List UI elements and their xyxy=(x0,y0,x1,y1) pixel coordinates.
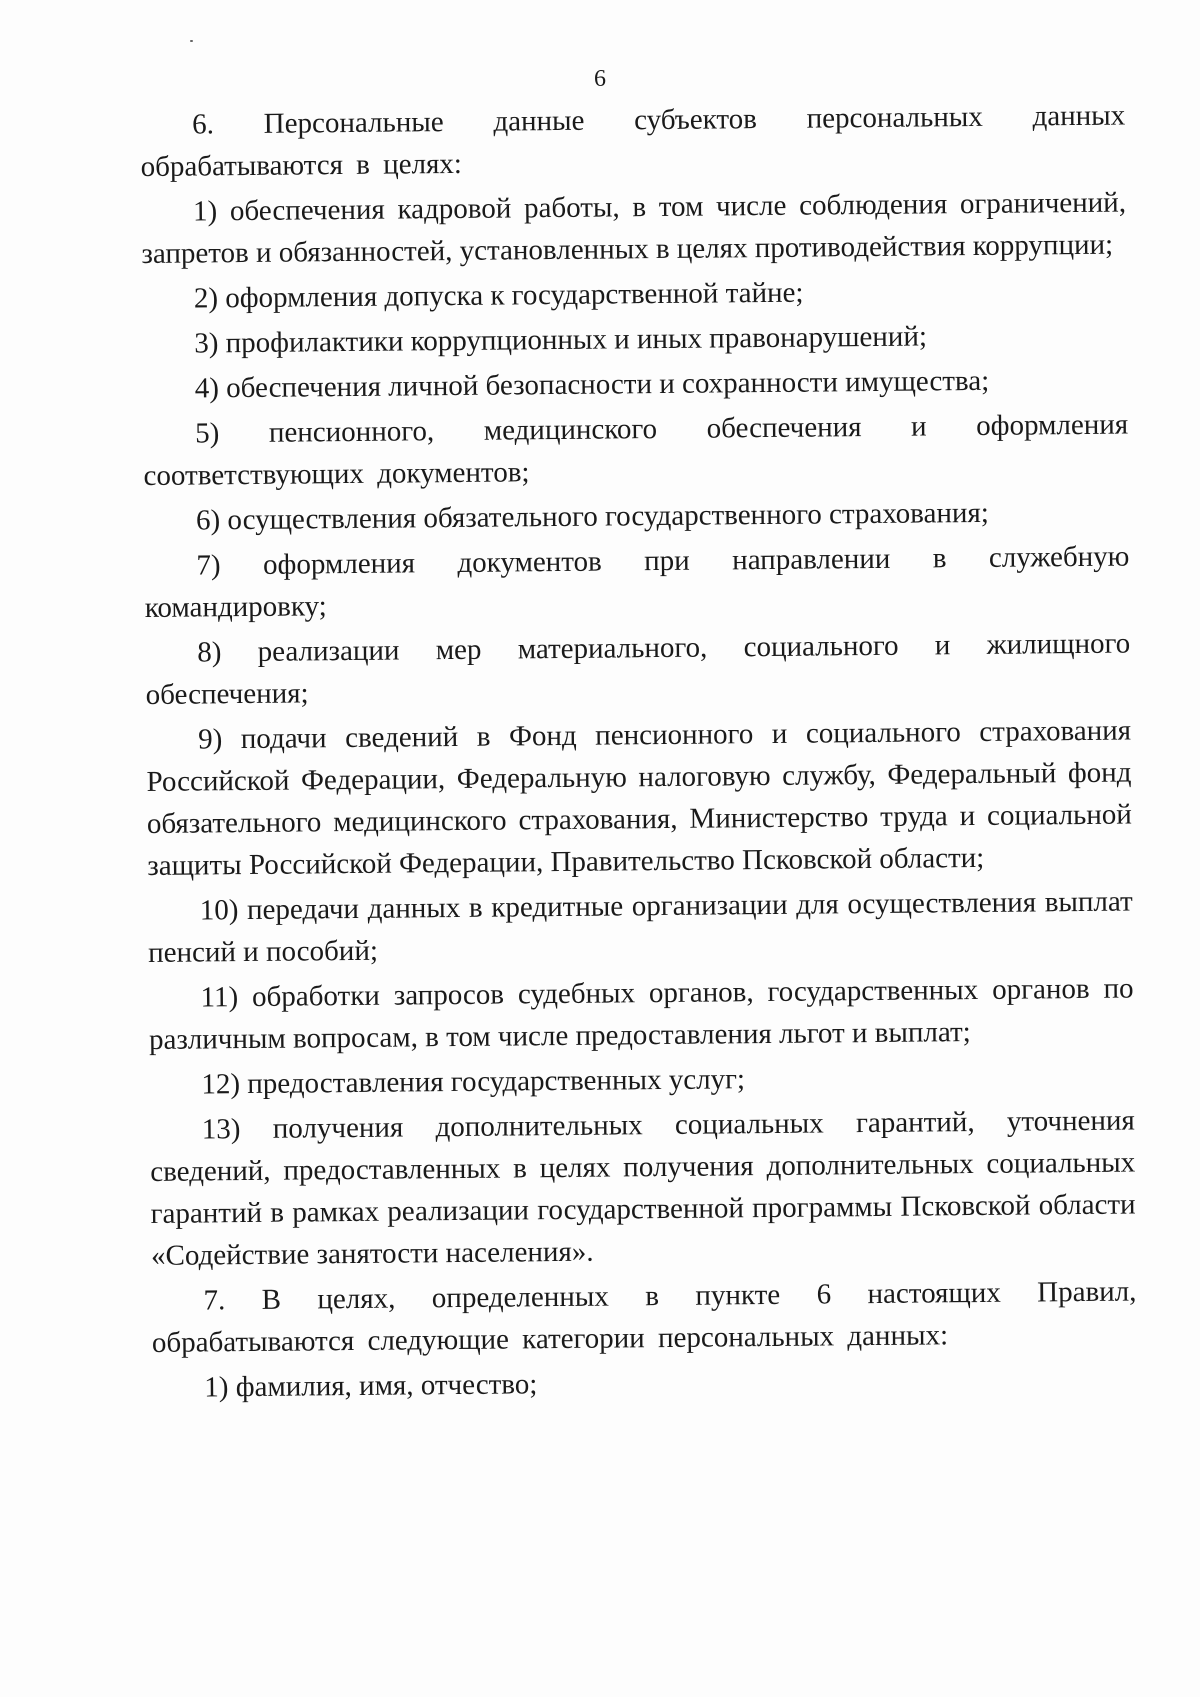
list-item-6-1: 1) обеспечения кадровой работы, в том числе соблюдения ограничений, запретов и обязанностей, установленных в целях противодействия коррупции; xyxy=(141,186,1127,270)
list-item-6-12: 12) предоставления государственных услуг; xyxy=(201,1063,746,1101)
list-item-6-10: 10) передачи данных в кредитные организации для осуществления выплат пенсий и пособий; xyxy=(147,885,1133,969)
page-number: 6 xyxy=(594,66,606,92)
list-item-6-13: 13) получения дополнительных социальных гарантий, уточнения сведений, предоставленных в целях получения дополнительных социальных гарантий в рамках реализации государственной программы Псковской области «Содействие занятости населения». xyxy=(150,1104,1136,1272)
scan-artifact xyxy=(190,40,193,42)
list-item-6-2: 2) оформления допуска к государственной тайне; xyxy=(193,276,804,315)
list-item-6-5: 5) пенсионного, медицинского обеспечения и оформления соответствующих документов; xyxy=(143,408,1129,492)
list-item-6-11: 11) обработки запросов судебных органов, государственных органов по различным вопросам, в том числе предоставления льгот и выплат; xyxy=(148,972,1134,1056)
paragraph-6: 6. Персональные данные субъектов персональных данных обрабатываются в целях: xyxy=(140,99,1126,183)
list-item-6-9: 9) подачи сведений в Фонд пенсионного и социального страхования Российской Федерации, Федеральную налоговую службу, Федеральный фонд обязательного медицинского страхования, Министерство труда и социальной защиты Российской Федерации, Правительство Псковской области; xyxy=(146,714,1133,882)
list-item-6-8: 8) реализации мер материального, социального и жилищного обеспечения; xyxy=(145,627,1131,711)
list-item-6-6: 6) осуществления обязательного государственного страхования; xyxy=(195,496,989,537)
list-item-6-4: 4) обеспечения личной безопасности и сохранности имущества; xyxy=(194,364,990,405)
list-item-6-3: 3) профилактики коррупционных и иных правонарушений; xyxy=(194,320,928,360)
document-body xyxy=(140,95,1138,1412)
list-item-6-7: 7) оформления документов при направлении в служебную командировку; xyxy=(144,540,1130,624)
list-item-7-1: 1) фамилия, имя, отчество; xyxy=(204,1368,538,1404)
paragraph-7: 7. В целях, определенных в пункте 6 настоящих Правил, обрабатываются следующие категории персональных данных: xyxy=(151,1275,1137,1359)
